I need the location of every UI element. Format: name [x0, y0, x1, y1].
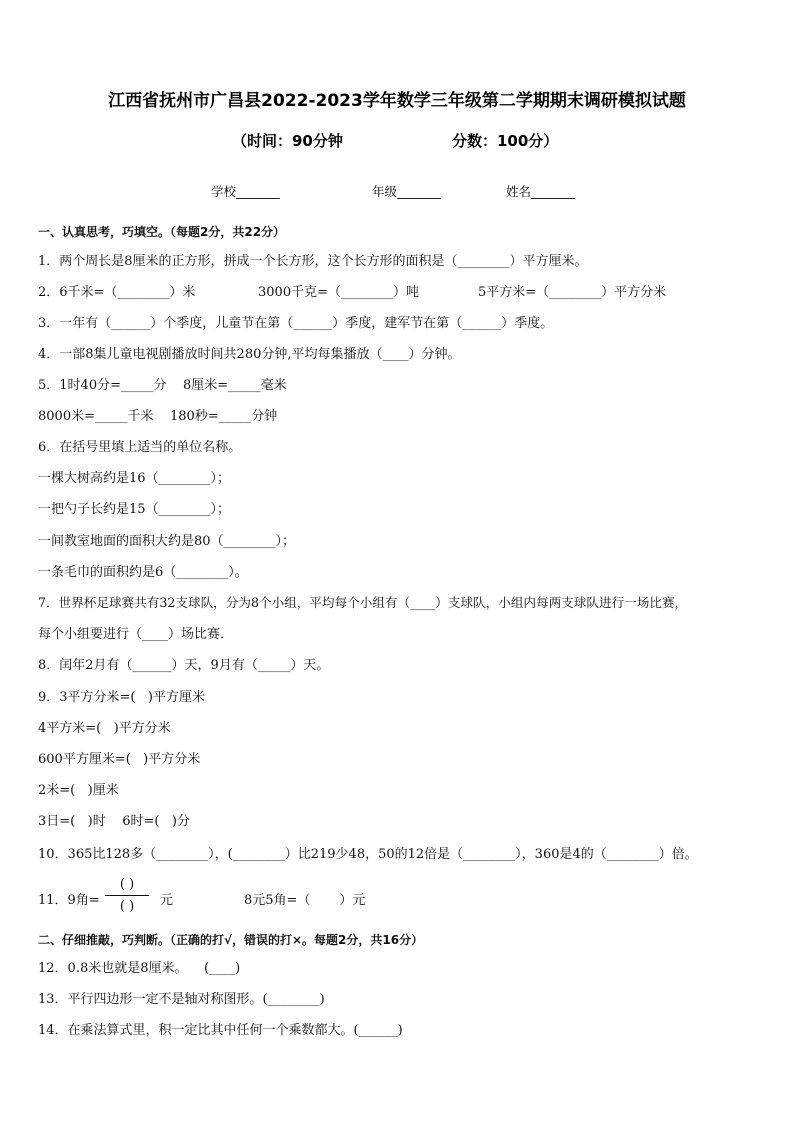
question-11-unit: 元: [160, 893, 174, 908]
question-11-fraction: [105, 875, 149, 916]
question-11-prefix: 11．9角=: [38, 893, 100, 908]
section-2-heading: 二、仔细推敲，巧判断。（正确的打√，错误的打×。每题2分，共16分）: [38, 933, 424, 947]
question-6c: 一间教室地面的面积大约是80（________）；: [38, 534, 296, 549]
question-2b: 3000千克=（________）吨: [258, 285, 419, 300]
question-5-line1: 5．1时40分=_____分 8厘米=_____毫米: [38, 378, 287, 393]
fraction-denominator: ( ): [119, 899, 135, 914]
question-9a: 9．3平方分米=( )平方厘米: [38, 690, 205, 705]
question-7-line1: 7．世界杯足球赛共有32支球队，分为8个小组，平均每个小组有（____）支球队，小组内每两支球队进行一场比赛，: [38, 595, 688, 610]
question-9d: 2米=( )厘米: [38, 783, 119, 798]
question-12: 12．0.8米也就是8厘米。 (____): [38, 961, 241, 976]
question-3: 3．一年有（______）个季度，儿童节在第（______）季度，建军节在第（______）季度。: [38, 316, 554, 331]
exam-time: （时间：90分钟: [232, 132, 343, 150]
question-8: 8．闰年2月有（______）天，9月有（_____）天。: [38, 658, 330, 673]
question-1: 1．两个周长是8厘米的正方形，拼成一个长方形，这个长方形的面积是（________）平方厘米。: [38, 254, 588, 269]
fraction-numerator: ( ): [105, 875, 149, 896]
grade-field: 年级_______: [372, 184, 441, 199]
question-2c: 5平方米=（________）平方分米: [478, 285, 667, 300]
question-6a: 一棵大树高约是16（________）；: [38, 471, 231, 486]
exam-score: 分数：100分）: [452, 132, 559, 150]
question-9b: 4平方米=( )平方分米: [38, 721, 171, 736]
question-6b: 一把勺子长约是15（________）；: [38, 502, 231, 517]
question-6d: 一条毛巾的面积约是6（________）。: [38, 565, 248, 580]
question-11b: 8元5角=（ ）元: [244, 893, 366, 908]
question-13: 13．平行四边形一定不是轴对称图形。(________): [38, 992, 325, 1007]
question-4: 4．一部8集儿童电视剧播放时间共280分钟,平均每集播放（____）分钟。: [38, 347, 461, 362]
question-2a: 2．6千米=（________）米: [38, 285, 196, 300]
question-9e: 3日=( )时 6时=( )分: [38, 814, 190, 829]
question-10: 10．365比128多（________），(________）比219少48，50的12倍是（________），360是4的（________）倍。: [38, 847, 698, 862]
question-6-stem: 6．在括号里填上适当的单位名称。: [38, 440, 242, 455]
question-7-line2: 每个小组要进行（____）场比赛．: [38, 627, 234, 642]
section-1-heading: 一、认真思考，巧填空。（每题2分，共22分）: [38, 225, 286, 239]
exam-title: 江西省抚州市广昌县2022-2023学年数学三年级第二学期期末调研模拟试题: [108, 91, 686, 111]
name-field: 姓名_______: [506, 184, 575, 199]
question-14: 14．在乘法算式里，积一定比其中任何一个乘数都大。(______): [38, 1023, 403, 1038]
question-9c: 600平方厘米=( )平方分米: [38, 752, 201, 767]
question-5-line2: 8000米=_____千米 180秒=_____分钟: [38, 409, 278, 424]
school-field: 学校_______: [211, 184, 280, 199]
